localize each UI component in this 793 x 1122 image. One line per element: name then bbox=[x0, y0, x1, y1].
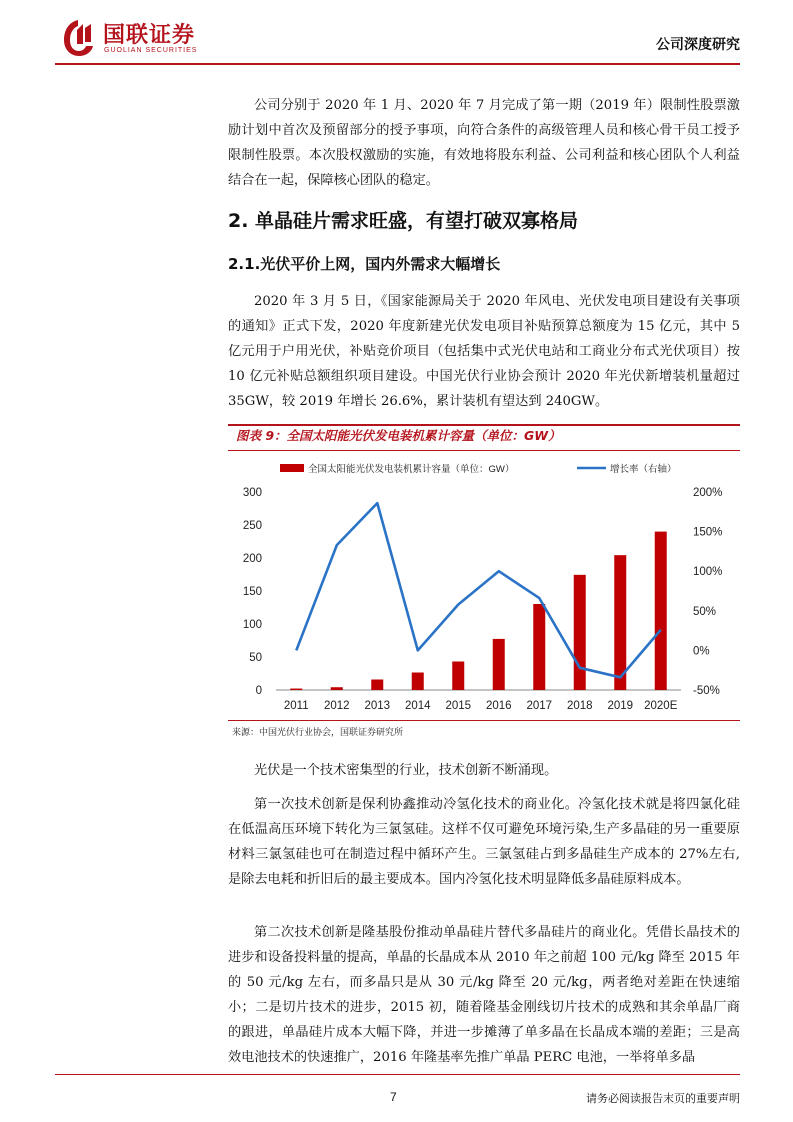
header-divider bbox=[55, 63, 740, 65]
logo-chinese-text: 国联证券 bbox=[103, 23, 196, 48]
left-axis-tick-label: 0 bbox=[255, 685, 262, 697]
pv-capacity-chart bbox=[228, 452, 740, 720]
right-axis-tick-label: -50% bbox=[693, 685, 720, 697]
x-axis-tick-label: 2015 bbox=[445, 700, 472, 712]
paragraph-tech-intensive: 光伏是一个技术密集型的行业，技术创新不断涌现。 bbox=[254, 763, 558, 778]
logo-english-text: GUOLIAN SECURITIES bbox=[104, 47, 198, 54]
left-axis-tick-label: 100 bbox=[242, 619, 262, 631]
growth-rate-line bbox=[296, 503, 661, 677]
right-axis-tick-label: 200% bbox=[693, 487, 723, 499]
x-axis-tick-label: 2016 bbox=[485, 700, 512, 712]
page-header bbox=[55, 14, 740, 64]
legend-bar-swatch bbox=[280, 464, 304, 472]
right-axis-tick-label: 50% bbox=[693, 605, 717, 618]
subsection-heading: 2.1.光伏平价上网，国内外需求大幅增长 bbox=[228, 255, 501, 273]
capacity-bar bbox=[614, 555, 626, 690]
x-axis-tick-label: 2013 bbox=[364, 700, 391, 712]
disclaimer-note: 请务必阅读报告末页的重要声明 bbox=[586, 1092, 740, 1105]
figure-title: 图表 9：全国太阳能光伏发电装机累计容量（单位：GW） bbox=[236, 428, 561, 443]
left-axis-tick-label: 50 bbox=[249, 652, 262, 664]
figure-title-box bbox=[228, 422, 740, 446]
company-logo bbox=[55, 14, 235, 62]
figure-bottom-rule bbox=[228, 720, 740, 721]
guolian-logo-icon bbox=[61, 18, 95, 58]
x-axis-tick-label: 2017 bbox=[526, 700, 553, 712]
left-axis-tick-label: 150 bbox=[242, 586, 262, 598]
x-axis-tick-label: 2014 bbox=[404, 700, 431, 712]
x-axis-tick-label: 2019 bbox=[607, 700, 634, 712]
capacity-bar bbox=[574, 575, 586, 690]
legend-bar-label: 全国太阳能光伏发电装机累计容量（单位：GW） bbox=[308, 464, 515, 475]
page-number: 7 bbox=[390, 1090, 397, 1104]
paragraph-first-innovation: 第一次技术创新是保利协鑫推动冷氢化技术的商业化。冷氢化技术就是将四氯化硅在低温高压环境下转化为三氯氢硅。这样不仅可避免环境污染,生产多晶硅的另一重要原材料三氯氢硅也可在制造过程中循环产生。三氯氢硅占到多晶硅生产成本的 27%左右,是除去电耗和折旧后的最主要成本。国内冷氢化技术明显降低多晶硅原料成本。 bbox=[228, 797, 740, 887]
right-axis-tick-label: 150% bbox=[693, 526, 723, 539]
x-axis-tick-label: 2012 bbox=[323, 700, 350, 712]
x-axis-tick-label: 2018 bbox=[566, 700, 593, 712]
left-axis-tick-label: 250 bbox=[242, 520, 262, 532]
x-axis-tick-label: 2011 bbox=[283, 700, 309, 712]
capacity-bar bbox=[655, 532, 667, 690]
paragraph-second-innovation: 第二次技术创新是隆基股份推动单晶硅片替代多晶硅片的商业化。凭借长晶技术的进步和设备投料量的提高，单晶的长晶成本从 2010 年之前超 100 元/kg 降至 2015 年的 50 元/kg 左右，而多晶只是从 30 元/kg 降至 20 元/kg，两者绝对差距在快速缩小；二是切片技术的进步，2015 初，随着隆基金刚线切片技术的成熟和其余单晶厂商的跟进，单晶硅片成本大幅下降，并进一步摊薄了单多晶在长晶成本端的差距；三是高效电池技术的快速推广，2016 年隆基率先推广单晶 PERC 电池，一举将单多晶 bbox=[228, 925, 740, 1065]
capacity-bar bbox=[452, 661, 464, 690]
x-axis-tick-label: 2020E bbox=[644, 700, 678, 712]
paragraph-equity-incentive: 公司分别于 2020 年 1 月、2020 年 7 月完成了第一期（2019 年）限制性股票激励计划中首次及预留部分的授予事项，向符合条件的高级管理人员和核心骨干员工授予限制性股票。本次股权激励的实施，有效地将股东利益、公司利益和核心团队个人利益结合在一起，保障核心团队的稳定。 bbox=[228, 98, 740, 188]
left-axis-tick-label: 300 bbox=[242, 487, 262, 499]
legend-line-label: 增长率（右轴） bbox=[610, 464, 677, 475]
figure-source: 来源：中国光伏行业协会，国联证券研究所 bbox=[232, 728, 404, 738]
right-axis-tick-label: 0% bbox=[693, 645, 710, 658]
paragraph-policy: 2020 年 3 月 5 日，《国家能源局关于 2020 年风电、光伏发电项目建设有关事项的通知》正式下发，2020 年度新建光伏发电项目补贴预算总额度为 15 亿元，其中 5 亿元用于户用光伏，补贴竞价项目（包括集中式光伏电站和工商业分布式光伏项目）按 10 亿元补贴总额组织项目建设。中国光伏行业协会预计 2020 年光伏新增装机量超过 35GW，较 2019 年增长 26.6%，累计装机有望达到 240GW。 bbox=[228, 294, 740, 409]
capacity-bar bbox=[493, 639, 505, 690]
footer-divider bbox=[55, 1074, 740, 1075]
capacity-bar bbox=[290, 689, 302, 690]
section-heading: 2. 单晶硅片需求旺盛，有望打破双寡格局 bbox=[228, 210, 579, 232]
right-axis-tick-label: 100% bbox=[693, 566, 723, 579]
capacity-bar bbox=[533, 604, 545, 690]
capacity-bar bbox=[331, 687, 343, 690]
left-axis-tick-label: 200 bbox=[242, 553, 262, 565]
figure-title-rule bbox=[228, 450, 740, 451]
capacity-bar bbox=[371, 680, 383, 690]
report-type-label: 公司深度研究 bbox=[656, 37, 740, 53]
capacity-bar bbox=[412, 673, 424, 690]
